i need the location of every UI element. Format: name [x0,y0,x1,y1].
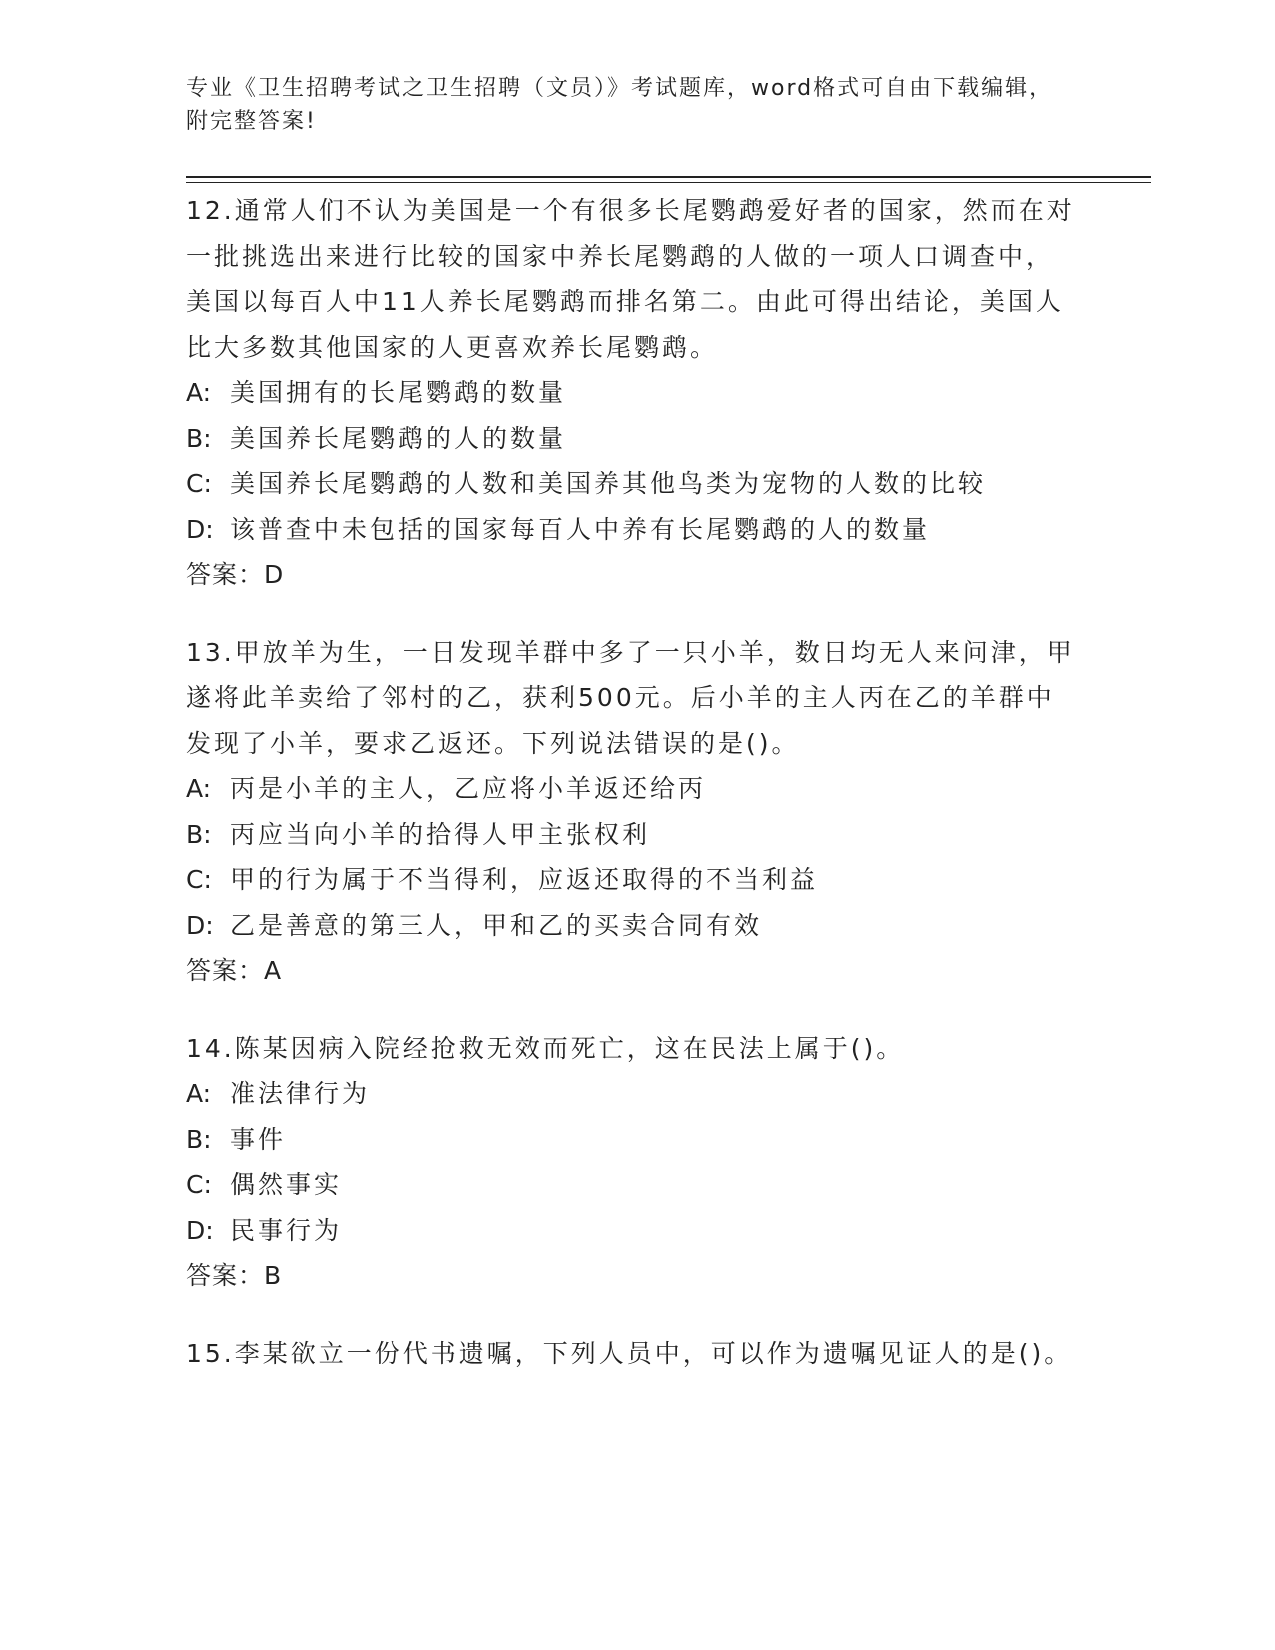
option-c [186,461,1076,507]
option-d [186,1208,1076,1254]
answer-line: 答案：D [186,560,285,589]
option-text: 甲的行为属于不当得利，应返还取得的不当利益 [230,865,819,894]
option-a [186,766,1076,812]
option-text: 美国拥有的长尾鹦鹉的数量 [230,378,567,407]
question-12 [186,188,1076,598]
answer-line: 答案：B [186,1261,283,1290]
question-stem: 13.甲放羊为生，一日发现羊群中多了一只小羊，数日均无人来问津，甲遂将此羊卖给了邻村的乙，获利500元。后小羊的主人丙在乙的羊群中发现了小羊，要求乙返还。下列说法错误的是()。 [186,637,1075,758]
header-rule-thin [186,182,1151,183]
option-b [186,812,1076,858]
option-text: 事件 [230,1124,287,1154]
option-text: 美国养长尾鹦鹉的人数和美国养其他鸟类为宠物的人数的比较 [230,469,987,498]
option-b [186,416,1076,462]
question-stem: 12.通常人们不认为美国是一个有很多长尾鹦鹉爱好者的国家，然而在对一批挑选出来进行比较的国家中养长尾鹦鹉的人做的一项人口调查中，美国以每百人中11人养长尾鹦鹉而排名第二。由此可得出结论，美国人比大多数其他国家的人更喜欢养长尾鹦鹉。 [186,196,1075,362]
option-c [186,857,1076,903]
question-stem: 14.陈某因病入院经抢救无效而死亡，这在民法上属于()。 [186,1033,905,1063]
option-text: 美国养长尾鹦鹉的人的数量 [230,423,567,453]
option-text: 偶然事实 [230,1170,343,1199]
option-text: 乙是善意的第三人，甲和乙的买卖合同有效 [230,910,763,940]
option-key: C: [186,1170,212,1199]
option-b [186,1117,1076,1163]
question-stem: 15.李某欲立一份代书遗嘱，下列人员中，可以作为遗嘱见证人的是()。 [186,1338,1073,1368]
question-list [186,188,1076,1408]
option-key: A: [186,774,212,803]
option-key: B: [186,819,212,849]
answer-line: 答案：A [186,956,283,985]
option-key: A: [186,378,212,407]
option-a [186,370,1076,416]
option-key: D: [186,514,214,544]
option-c [186,1162,1076,1208]
option-text: 准法律行为 [230,1079,371,1108]
option-key: D: [186,1215,214,1245]
header-rule-thick [186,176,1151,178]
option-text: 民事行为 [230,1215,343,1245]
option-a [186,1071,1076,1117]
question-13 [186,630,1076,994]
option-d [186,903,1076,949]
option-text: 丙应当向小羊的拾得人甲主张权利 [230,819,651,849]
option-key: A: [186,1079,212,1108]
option-key: C: [186,865,212,894]
option-text: 该普查中未包括的国家每百人中养有长尾鹦鹉的人的数量 [230,514,931,544]
option-key: D: [186,910,214,940]
question-14 [186,1026,1076,1299]
option-key: B: [186,1124,212,1154]
option-key: C: [186,469,212,498]
option-d [186,507,1076,553]
question-15 [186,1331,1076,1377]
document-header: 专业《卫生招聘考试之卫生招聘（文员）》考试题库，word格式可自由下载编辑，附完整答案! [186,76,1054,134]
option-text: 丙是小羊的主人，乙应将小羊返还给丙 [230,774,707,803]
option-key: B: [186,423,212,453]
